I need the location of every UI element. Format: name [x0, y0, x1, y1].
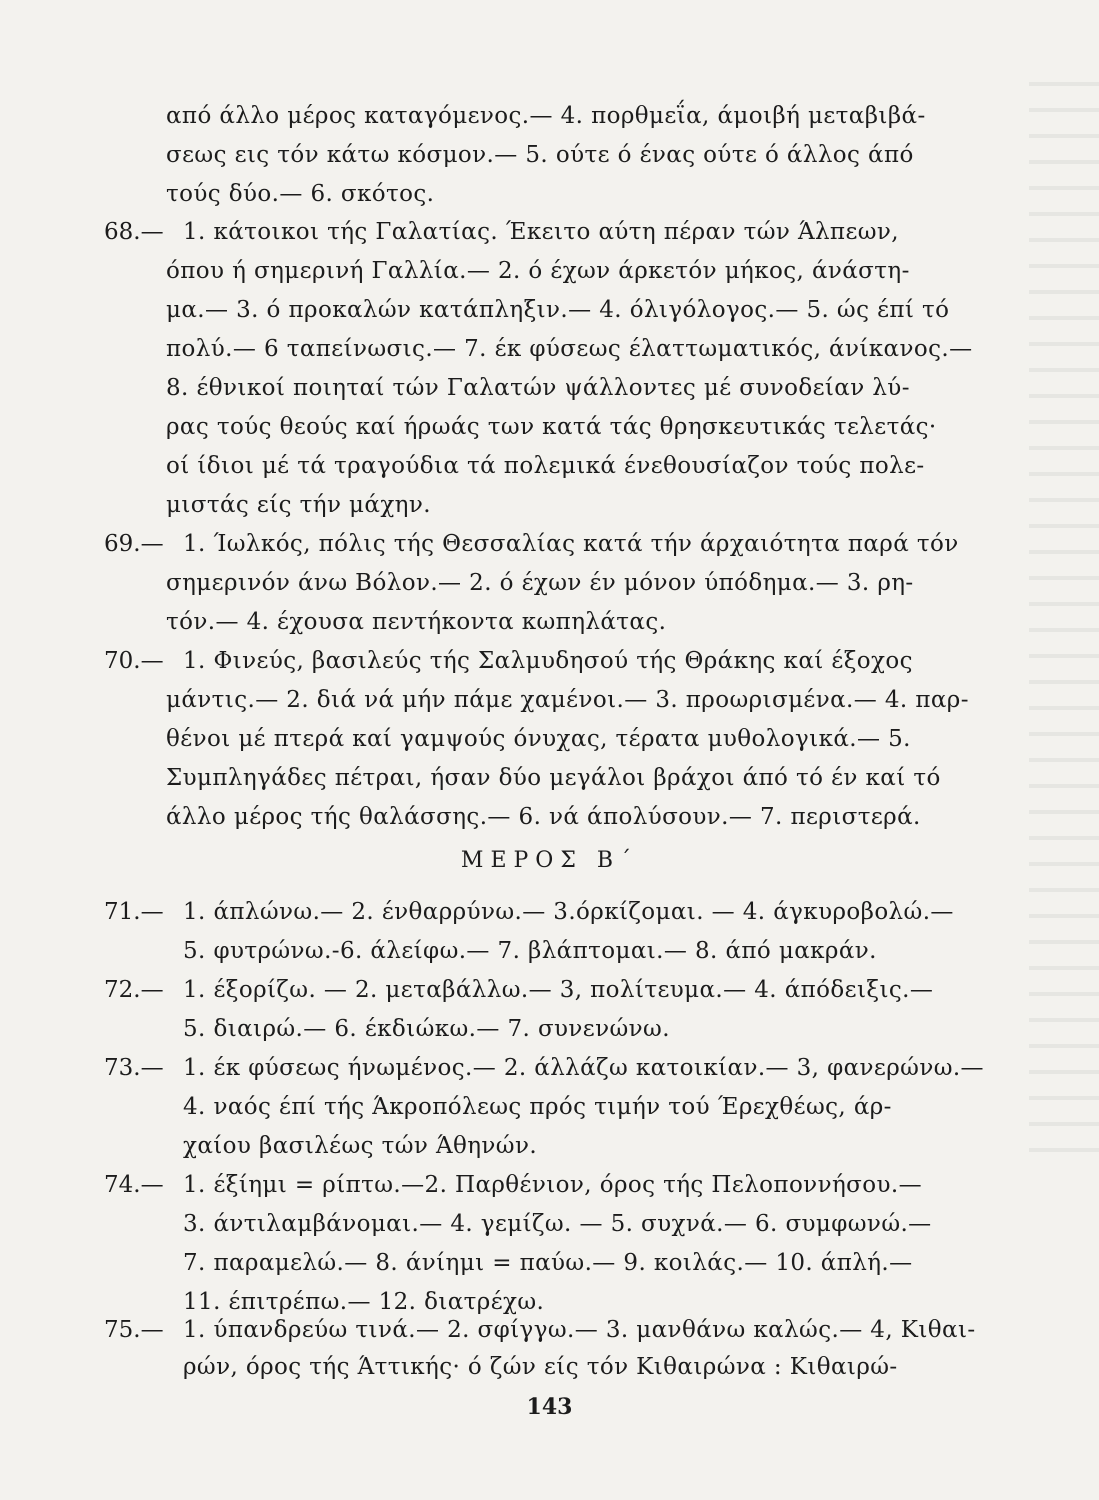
text-line: 1. ύπανδρεύω τινά.— 2. σφίγγω.— 3. μανθάνω καλώς.— 4, Κιθαι- [183, 1317, 976, 1343]
text-line: 5. φυτρώνω.-6. άλείφω.— 7. βλάπτομαι.— 8. άπό μακράν. [183, 938, 877, 964]
text-line: 1. έξίημι = ρίπτω.—2. Παρθένιον, όρος τής Πελοποννήσου.— [183, 1172, 922, 1198]
text-line: μιστάς είς τήν μάχην. [166, 492, 431, 518]
entry-number: 70.— [104, 648, 164, 674]
text-line: σημερινόν άνω Βόλον.— 2. ό έχων έν μόνον ύπόδημα.— 3. ρη- [166, 570, 914, 596]
text-line: χαίου βασιλέως τών Άθηνών. [183, 1133, 538, 1159]
text-line: σεως εις τόν κάτω κόσμον.— 5. ούτε ό ένας ούτε ό άλλος άπό [166, 142, 914, 168]
text-line: Συμπληγάδες πέτραι, ήσαν δύο μεγάλοι βράχοι άπό τό έν καί τό [166, 765, 941, 791]
bleed-through-shadow [1029, 60, 1099, 1160]
text-line: τόν.— 4. έχουσα πεντήκοντα κωπηλάτας. [166, 609, 667, 635]
text-line: ρών, όρος τής Άττικής· ό ζών είς τόν Κιθαιρώνα : Κιθαιρώ- [183, 1354, 898, 1380]
entry-number: 75.— [104, 1317, 164, 1343]
text-line: 11. έπιτρέπω.— 12. διατρέχω. [183, 1289, 545, 1315]
text-line: 1. κάτοικοι τής Γαλατίας. Έκειτο αύτη πέραν τών Άλπεων, [183, 219, 900, 245]
text-line: 3. άντιλαμβάνομαι.— 4. γεμίζω. — 5. συχνά.— 6. συμφωνώ.— [183, 1211, 932, 1237]
text-line: οί ίδιοι μέ τά τραγούδια τά πολεμικά ένεθουσίαζον τούς πολε- [166, 453, 925, 479]
text-line: άλλο μέρος τής θαλάσσης.— 6. νά άπολύσουν.— 7. περιστερά. [166, 804, 921, 830]
text-line: 7. παραμελώ.— 8. άνίημι = παύω.— 9. κοιλάς.— 10. άπλή.— [183, 1250, 913, 1276]
text-line: 1. Ίωλκός, πόλις τής Θεσσαλίας κατά τήν άρχαιότητα παρά τόν [183, 531, 959, 557]
page-number: 143 [526, 1394, 573, 1420]
text-line: 1. άπλώνω.— 2. ένθαρρύνω.— 3.όρκίζομαι. — 4. άγκυροβολώ.— [183, 899, 954, 925]
text-line: 8. έθνικοί ποιηταί τών Γαλατών ψάλλοντες μέ συνοδείαν λύ- [166, 375, 910, 401]
entry-number: 74.— [104, 1172, 164, 1198]
text-line: ρας τούς θεούς καί ήρωάς των κατά τάς θρησκευτικάς τελετάς· [166, 414, 937, 440]
text-line: από άλλο μέρος καταγόμενος.— 4. πορθμεΐα, άμοιβή μεταβιβά- [166, 103, 926, 129]
text-line: 5. διαιρώ.— 6. έκδιώκω.— 7. συνενώνω. [183, 1016, 670, 1042]
text-line: μάντις.— 2. διά νά μήν πάμε χαμένοι.— 3. προωρισμένα.— 4. παρ- [166, 687, 969, 713]
text-line: 4. ναός έπί τής Άκροπόλεως πρός τιμήν τού Έρεχθέως, άρ- [183, 1094, 892, 1120]
text-line: 1. έξορίζω. — 2. μεταβάλλω.— 3, πολίτευμα.— 4. άπόδειξις.— [183, 977, 934, 1003]
text-line: τούς δύο.— 6. σκότος. [166, 181, 435, 207]
text-line: 1. έκ φύσεως ήνωμένος.— 2. άλλάζω κατοικίαν.— 3, φανερώνω.— [183, 1055, 984, 1081]
text-line: πολύ.— 6 ταπείνωσις.— 7. έκ φύσεως έλαττωματικός, άνίκανος.— [166, 336, 973, 362]
text-line: 1. Φινεύς, βασιλεύς τής Σαλμυδησού τής Θράκης καί έξοχος [183, 648, 913, 674]
entry-number: 68.— [104, 219, 164, 245]
text-line: θένοι μέ πτερά καί γαμψούς όνυχας, τέρατα μυθολογικά.— 5. [166, 726, 911, 752]
entry-number: 73.— [104, 1055, 164, 1081]
section-heading: ΜΕΡΟΣ Β΄ [460, 848, 639, 873]
text-line: μα.— 3. ό προκαλών κατάπληξιν.— 4. όλιγόλογος.— 5. ώς έπί τό [166, 297, 950, 323]
entry-number: 69.— [104, 531, 164, 557]
entry-number: 71.— [104, 899, 164, 925]
text-line: όπου ή σημερινή Γαλλία.— 2. ό έχων άρκετόν μήκος, άνάστη- [166, 258, 910, 284]
entry-number: 72.— [104, 977, 164, 1003]
